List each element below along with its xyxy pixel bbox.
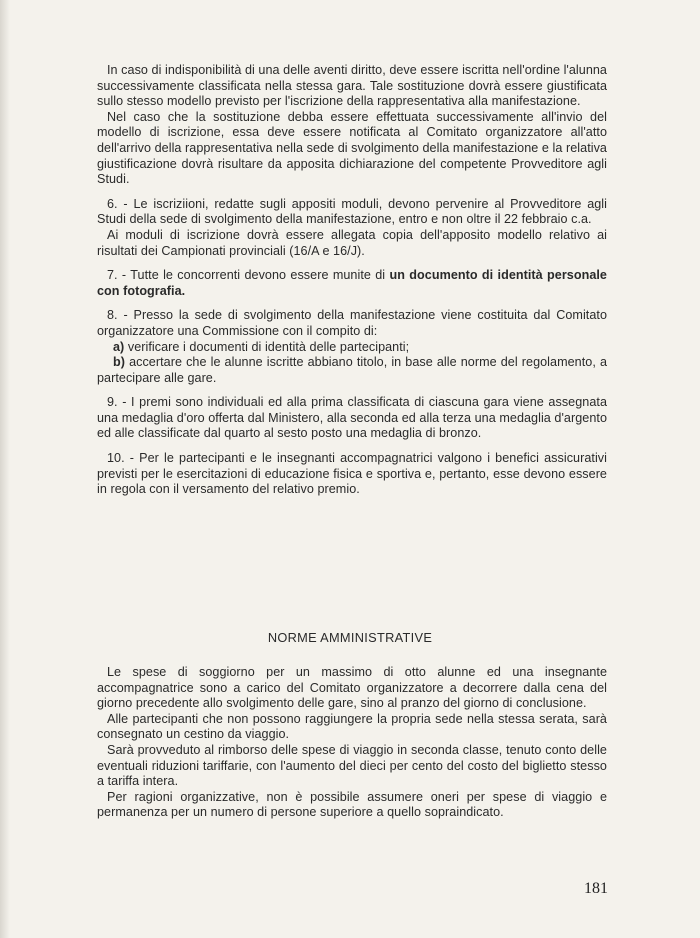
paragraph-substitution-notice: Nel caso che la sostituzione debba essere effettuata successivamente all'invio del modello di iscrizione, essa deve essere notificata al Comitato organizzatore all'atto dell'arrivo della rappresentativa nella sede di svolgimento della manifestazione e la relativa giustificazione dovrà risultare da apposita dichiarazione del competente Provveditore agli Studi.: [97, 109, 607, 187]
top-text-block: [97, 63, 607, 498]
paragraph-8-commissione: 8. - Presso la sede di svolgimento della manifestazione viene costituita dal Comitato organizzatore una Commissione con il compito di:: [97, 308, 607, 338]
list-item-b: [97, 355, 607, 386]
page-number: 181: [584, 880, 608, 897]
paragraph-cestino: Alle partecipanti che non possono raggiungere la propria sede nella stessa serata, sarà consegnato un cestino da viaggio.: [97, 711, 607, 742]
paragraph-rimborso: Sarà provveduto al rimborso delle spese di viaggio in seconda classe, tenuto conto delle eventuali riduzioni tariffarie, con l'aumento del dieci per cento del costo del biglietto stesso a tariffa intera.: [97, 742, 607, 789]
paragraph-6-iscrizioni: 6. - Le iscriziioni, redatte sugli appositi moduli, devono pervenire al Provveditore agli Studi della sede di svolgimento della manifestazione, entro e non oltre il 22 febbraio c.a.: [97, 196, 607, 227]
paragraph-spese-soggiorno: Le spese di soggiorno per un massimo di otto alunne ed una insegnante accompagnatrice sono a carico del Comitato organizzatore a decorrere dalla cena del giorno precedente allo svolgimento delle gare, sino al pranzo del giorno di conclusione.: [97, 665, 607, 711]
page-gutter-shadow: [0, 0, 10, 938]
list-item-a-label: a): [113, 339, 125, 354]
paragraph-6-moduli: Ai moduli di iscrizione dovrà essere allegata copia dell'apposito modello relativo ai risultati dei Campionati provinciali (16/A e 16/J).: [97, 227, 607, 258]
list-item-b-text: accertare che le alunne iscritte abbiano titolo, in base alle norme del regolamento, a partecipare alle gare.: [97, 355, 607, 385]
paragraph-ragioni-organizzative: Per ragioni organizzative, non è possibile assumere oneri per spese di viaggio e permanenza per un numero di persone superiore a quello sopraindicato.: [97, 789, 607, 820]
list-item-b-label: b): [113, 355, 125, 370]
paragraph-substitution: In caso di indisponibilità di una delle aventi diritto, deve essere iscritta nell'ordine l'alunna successivamente classificata nella stessa gara. Tale sostituzione dovrà essere giustificata sullo stesso modello previsto per l'iscrizione della rappresentativa alla manifestazione.: [97, 63, 607, 109]
list-item-a: [97, 340, 607, 356]
paragraph-9-premi: 9. - I premi sono individuali ed alla prima classificata di ciascuna gara viene assegnata una medaglia d'oro offerta dal Ministero, alla seconda ed alla terza una medaglia d'argento ed alle classificate dal quarto al sesto posto una medaglia di bronzo.: [97, 395, 607, 441]
paragraph-7-bold: un documento di identità personale con fotografia.: [97, 268, 607, 298]
paragraph-7-text: 7. - Tutte le concorrenti devono essere munite di: [107, 268, 390, 283]
paragraph-10-assicurazione: 10. - Per le partecipanti e le insegnanti accompagnatrici valgono i benefici assicurativi previsti per le esercitazioni di educazione fisica e sportiva e, pertanto, esse devono essere in regola con il versamento del relativo premio.: [97, 451, 607, 497]
paragraph-7-documento: [97, 268, 607, 299]
bottom-text-block: [97, 665, 607, 821]
list-item-a-text: verificare i documenti di identità delle partecipanti;: [124, 339, 410, 354]
section-heading: NORME AMMINISTRATIVE: [267, 630, 433, 645]
